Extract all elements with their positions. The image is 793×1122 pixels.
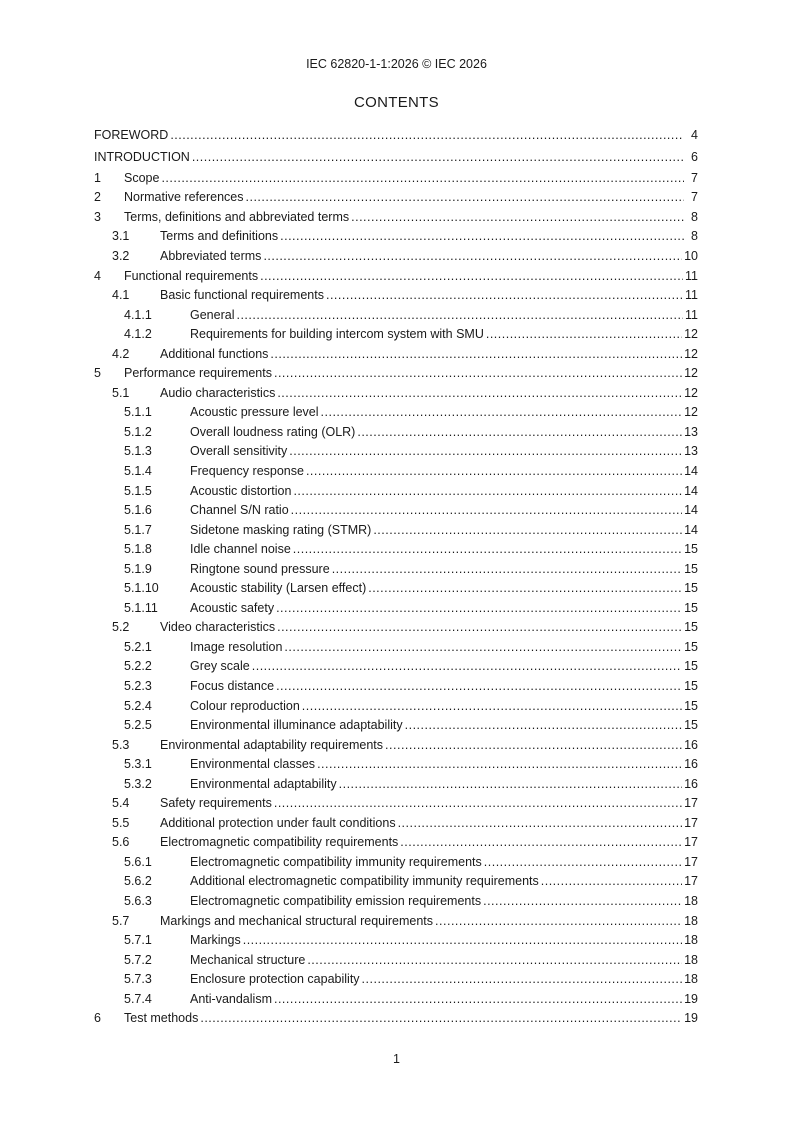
- toc-entry-page: 15: [684, 600, 698, 615]
- toc-entry[interactable]: [94, 912, 698, 932]
- toc-entry-number: 5.1.3: [124, 444, 152, 459]
- toc-entry[interactable]: [94, 208, 698, 228]
- toc-entry-page: 15: [684, 679, 698, 693]
- toc-entry-label: Requirements for building intercom system with SMU: [190, 327, 484, 342]
- toc-entry-number: 3.2: [112, 248, 130, 263]
- toc-entry-page: 14: [684, 483, 698, 498]
- toc-dot-leader: [400, 833, 682, 853]
- toc-entry-page: 17: [684, 796, 698, 811]
- toc-entry-number: 5.7.3: [124, 972, 152, 987]
- toc-entry[interactable]: [94, 247, 698, 267]
- toc-entry[interactable]: [94, 403, 698, 423]
- toc-entry-page: 12: [684, 385, 698, 400]
- toc-dot-leader: [541, 872, 682, 892]
- toc-entry-label: Test methods: [124, 1011, 199, 1026]
- toc-entry-page: 17: [684, 815, 698, 830]
- toc-entry-label: General: [190, 307, 235, 322]
- toc-dot-leader: [274, 364, 682, 384]
- toc-entry-page: 19: [684, 991, 698, 1006]
- toc-entry-page: 17: [684, 835, 698, 850]
- toc-entry-page: 14: [684, 463, 698, 478]
- toc-entry-label: Environmental illuminance adaptability: [190, 718, 403, 733]
- toc-entry[interactable]: [94, 931, 698, 951]
- toc-entry-label: Acoustic safety: [190, 600, 275, 615]
- toc-entry-page: 14: [684, 503, 698, 518]
- toc-entry-label: Channel S/N ratio: [190, 503, 289, 518]
- toc-dot-leader: [332, 560, 682, 580]
- toc-entry-page: 15: [684, 561, 698, 576]
- toc-entry-page: 15: [684, 718, 698, 733]
- toc-dot-leader: [483, 892, 682, 912]
- toc-dot-leader: [274, 990, 682, 1010]
- toc-entry-number: 5.1.10: [124, 581, 159, 596]
- toc-entry-page: 19: [684, 1011, 698, 1026]
- toc-dot-leader: [277, 618, 682, 638]
- toc-entry-page: 11: [685, 268, 698, 283]
- toc-dot-leader: [435, 912, 682, 932]
- toc-entry[interactable]: [94, 364, 698, 384]
- table-of-contents: [94, 124, 698, 1029]
- toc-entry-label: Mechanical structure: [190, 952, 306, 967]
- toc-entry-page: 12: [684, 327, 698, 342]
- toc-dot-leader: [276, 599, 682, 619]
- toc-entry-number: 5.3: [112, 737, 130, 752]
- toc-entry-page: 15: [684, 639, 698, 654]
- toc-entry-label: Electromagnetic compatibility requirements: [160, 835, 399, 850]
- toc-entry-number: 4.1.2: [124, 327, 152, 342]
- toc-entry-label: Idle channel noise: [190, 542, 291, 557]
- toc-entry-label: Audio characteristics: [160, 385, 276, 400]
- toc-dot-leader: [307, 951, 682, 971]
- toc-entry-label: Overall loudness rating (OLR): [190, 424, 356, 439]
- toc-entry[interactable]: [94, 814, 698, 834]
- toc-dot-leader: [484, 853, 682, 873]
- toc-entry-number: 2: [94, 190, 101, 205]
- toc-dot-leader: [351, 208, 684, 228]
- toc-entry-label: Acoustic pressure level: [190, 405, 319, 420]
- toc-entry-number: 5.1.4: [124, 463, 152, 478]
- page-number: 1: [393, 1052, 400, 1066]
- toc-entry[interactable]: [94, 267, 698, 287]
- toc-entry-number: 1: [94, 170, 101, 185]
- toc-entry-number: 6: [94, 1011, 101, 1026]
- toc-entry-number: 5.7.2: [124, 952, 152, 967]
- toc-entry-page: 15: [684, 542, 698, 557]
- toc-entry[interactable]: [94, 124, 698, 146]
- toc-entry-label: Focus distance: [190, 679, 275, 693]
- toc-entry-page: 7: [691, 190, 698, 205]
- toc-entry-number: 5.2.5: [124, 718, 152, 733]
- toc-entry[interactable]: [94, 540, 698, 560]
- toc-entry-label: Abbreviated terms: [160, 248, 262, 263]
- toc-entry[interactable]: [94, 286, 698, 306]
- toc-entry-number: 5.1.6: [124, 503, 152, 518]
- toc-entry[interactable]: [94, 970, 698, 990]
- toc-dot-leader: [243, 931, 682, 951]
- toc-dot-leader: [302, 697, 682, 717]
- toc-entry-page: 16: [684, 757, 698, 772]
- toc-dot-leader: [246, 188, 685, 208]
- toc-entry-label: FOREWORD: [94, 128, 169, 142]
- toc-dot-leader: [252, 657, 682, 677]
- toc-dot-leader: [192, 146, 684, 168]
- toc-entry[interactable]: [94, 442, 698, 462]
- toc-dot-leader: [274, 794, 682, 814]
- toc-entry-page: 15: [684, 659, 698, 674]
- toc-entry-number: 5.6.3: [124, 894, 152, 909]
- toc-entry-page: 18: [684, 972, 698, 987]
- toc-entry-number: 4: [94, 268, 101, 283]
- toc-entry[interactable]: [94, 951, 698, 971]
- toc-entry-page: 18: [684, 894, 698, 909]
- toc-entry[interactable]: [94, 146, 698, 168]
- toc-entry[interactable]: [94, 423, 698, 443]
- toc-entry-label: Enclosure protection capability: [190, 972, 360, 987]
- toc-entry[interactable]: [94, 599, 698, 619]
- toc-entry-page: 15: [684, 620, 698, 635]
- toc-entry-number: 3.1: [112, 229, 130, 244]
- toc-entry-page: 14: [684, 522, 698, 537]
- toc-entry[interactable]: [94, 677, 698, 697]
- toc-entry-label: Markings and mechanical structural requirements: [160, 913, 434, 928]
- toc-entry-label: Sidetone masking rating (STMR): [190, 522, 372, 537]
- toc-entry-label: Markings: [190, 933, 241, 948]
- toc-dot-leader: [270, 345, 682, 365]
- contents-title: CONTENTS: [354, 94, 439, 111]
- toc-entry-label: Overall sensitivity: [190, 444, 288, 459]
- toc-dot-leader: [200, 1009, 682, 1029]
- toc-entry[interactable]: [94, 227, 698, 247]
- toc-entry[interactable]: [94, 188, 698, 208]
- toc-entry-label: Terms, definitions and abbreviated terms: [124, 209, 350, 224]
- toc-dot-leader: [263, 247, 682, 267]
- toc-entry-page: 11: [685, 307, 698, 322]
- toc-entry-label: Acoustic distortion: [190, 483, 292, 498]
- toc-entry-label: Anti-vandalism: [190, 991, 272, 1006]
- toc-entry[interactable]: [94, 579, 698, 599]
- toc-entry-page: 17: [684, 854, 698, 869]
- toc-entry-number: 5.2: [112, 620, 130, 635]
- toc-entry[interactable]: [94, 892, 698, 912]
- toc-dot-leader: [405, 716, 682, 736]
- toc-entry[interactable]: [94, 169, 698, 189]
- toc-entry[interactable]: [94, 345, 698, 365]
- toc-entry-page: 17: [684, 874, 698, 889]
- toc-dot-leader: [293, 482, 682, 502]
- toc-entry-label: Electromagnetic compatibility emission requirements: [190, 894, 482, 909]
- toc-entry-page: 12: [684, 366, 698, 381]
- page-header: IEC 62820-1-1:2026 © IEC 2026: [306, 57, 487, 71]
- toc-entry-page: 15: [684, 698, 698, 713]
- toc-entry-number: 5.3.1: [124, 757, 152, 772]
- toc-dot-leader: [321, 403, 683, 423]
- toc-dot-leader: [280, 227, 684, 247]
- toc-entry[interactable]: [94, 736, 698, 756]
- toc-entry[interactable]: [94, 657, 698, 677]
- toc-entry-number: 5.1: [112, 385, 130, 400]
- toc-entry-number: 5.2.2: [124, 659, 152, 674]
- toc-entry-number: 5.1.7: [124, 522, 152, 537]
- toc-entry-number: 5.2.1: [124, 639, 152, 654]
- toc-dot-leader: [293, 540, 682, 560]
- toc-entry-label: Grey scale: [190, 659, 250, 674]
- toc-entry-number: 5.6.2: [124, 874, 152, 889]
- toc-entry-page: 10: [684, 248, 698, 263]
- toc-entry[interactable]: [94, 755, 698, 775]
- toc-entry-label: Functional requirements: [124, 268, 259, 283]
- toc-entry-page: 12: [684, 405, 698, 420]
- toc-entry-number: 5.2.4: [124, 698, 152, 713]
- toc-dot-leader: [161, 169, 684, 189]
- toc-dot-leader: [339, 775, 682, 795]
- toc-entry-number: 5.1.2: [124, 424, 152, 439]
- toc-entry[interactable]: [94, 990, 698, 1010]
- toc-entry[interactable]: [94, 638, 698, 658]
- toc-entry-number: 5.1.5: [124, 483, 152, 498]
- toc-entry-number: 3: [94, 209, 101, 224]
- toc-entry-label: Basic functional requirements: [160, 288, 324, 303]
- toc-entry-number: 5.6.1: [124, 854, 152, 869]
- toc-entry-label: Performance requirements: [124, 366, 272, 381]
- toc-entry-label: Environmental classes: [190, 757, 316, 772]
- toc-entry-label: Ringtone sound pressure: [190, 561, 330, 576]
- toc-entry-page: 16: [684, 776, 698, 791]
- toc-dot-leader: [317, 755, 682, 775]
- toc-entry-label: Electromagnetic compatibility immunity requirements: [190, 854, 482, 869]
- toc-entry[interactable]: [94, 794, 698, 814]
- toc-entry-page: 8: [691, 209, 698, 224]
- toc-entry-page: 18: [684, 913, 698, 928]
- toc-dot-leader: [277, 384, 682, 404]
- toc-entry-label: Environmental adaptability requirements: [160, 737, 384, 752]
- toc-entry[interactable]: [94, 618, 698, 638]
- toc-entry-number: 5.5: [112, 815, 130, 830]
- toc-entry[interactable]: [94, 775, 698, 795]
- toc-entry-number: 5.1.8: [124, 542, 152, 557]
- toc-entry[interactable]: [94, 306, 698, 326]
- toc-entry-page: 6: [691, 150, 698, 165]
- toc-entry-label: Additional functions: [160, 346, 269, 361]
- toc-entry-number: 5.7.4: [124, 991, 152, 1006]
- toc-dot-leader: [362, 970, 683, 990]
- toc-entry-label: Normative references: [124, 190, 244, 205]
- toc-dot-leader: [368, 579, 682, 599]
- toc-entry-page: 11: [685, 288, 698, 303]
- toc-entry[interactable]: [94, 697, 698, 717]
- toc-dot-leader: [291, 501, 682, 521]
- toc-entry-page: 15: [684, 581, 698, 596]
- toc-entry-page: 4: [691, 128, 698, 142]
- toc-entry-number: 5.7: [112, 913, 130, 928]
- toc-entry-number: 5.4: [112, 796, 130, 811]
- toc-entry[interactable]: [94, 833, 698, 853]
- toc-entry-label: Image resolution: [190, 639, 283, 654]
- toc-dot-leader: [170, 124, 684, 146]
- toc-dot-leader: [357, 423, 682, 443]
- toc-entry-label: Additional electromagnetic compatibility immunity requirements: [190, 874, 539, 889]
- toc-entry[interactable]: [94, 501, 698, 521]
- toc-dot-leader: [385, 736, 682, 756]
- toc-entry-number: 5.7.1: [124, 933, 152, 948]
- toc-entry-number: 5.1.9: [124, 561, 152, 576]
- toc-entry-page: 18: [684, 952, 698, 967]
- toc-entry-page: 8: [691, 229, 698, 244]
- toc-entry-label: Safety requirements: [160, 796, 272, 811]
- toc-entry-number: 5.2.3: [124, 679, 152, 693]
- toc-entry-label: INTRODUCTION: [94, 150, 190, 165]
- toc-entry[interactable]: [94, 384, 698, 404]
- toc-entry-number: 4.1.1: [124, 307, 152, 322]
- toc-entry-label: Terms and definitions: [160, 229, 279, 244]
- toc-entry-label: Video characteristics: [160, 620, 276, 635]
- toc-dot-leader: [398, 814, 683, 834]
- toc-entry-label: Frequency response: [190, 463, 304, 478]
- toc-dot-leader: [284, 638, 682, 658]
- toc-entry[interactable]: [94, 462, 698, 482]
- toc-entry-label: Acoustic stability (Larsen effect): [190, 581, 367, 596]
- toc-entry-number: 4.1: [112, 288, 130, 303]
- toc-entry-page: 16: [684, 737, 698, 752]
- toc-entry-number: 5.1.11: [124, 600, 158, 615]
- toc-entry[interactable]: [94, 716, 698, 736]
- toc-dot-leader: [373, 521, 682, 541]
- toc-entry-number: 4.2: [112, 346, 130, 361]
- toc-dot-leader: [276, 677, 682, 697]
- toc-entry-label: Colour reproduction: [190, 698, 300, 713]
- toc-dot-leader: [486, 325, 682, 345]
- toc-entry-page: 7: [691, 170, 698, 185]
- toc-entry-number: 5: [94, 366, 101, 381]
- toc-dot-leader: [326, 286, 683, 306]
- toc-entry-label: Environmental adaptability: [190, 776, 337, 791]
- toc-entry-number: 5.3.2: [124, 776, 152, 791]
- toc-entry-page: 13: [684, 424, 698, 439]
- toc-dot-leader: [260, 267, 683, 287]
- toc-entry-number: 5.1.1: [124, 405, 152, 420]
- toc-dot-leader: [306, 462, 682, 482]
- toc-entry[interactable]: [94, 482, 698, 502]
- toc-entry-number: 5.6: [112, 835, 130, 850]
- toc-entry-label: Scope: [124, 170, 160, 185]
- toc-entry[interactable]: [94, 521, 698, 541]
- toc-entry[interactable]: [94, 853, 698, 873]
- toc-entry[interactable]: [94, 560, 698, 580]
- toc-entry-page: 13: [684, 444, 698, 459]
- toc-entry-label: Additional protection under fault conditions: [160, 815, 396, 830]
- toc-entry-page: 18: [684, 933, 698, 948]
- toc-dot-leader: [236, 306, 683, 326]
- toc-entry[interactable]: [94, 872, 698, 892]
- toc-entry-page: 12: [684, 346, 698, 361]
- toc-dot-leader: [289, 442, 682, 462]
- toc-entry[interactable]: [94, 1009, 698, 1029]
- toc-entry[interactable]: [94, 325, 698, 345]
